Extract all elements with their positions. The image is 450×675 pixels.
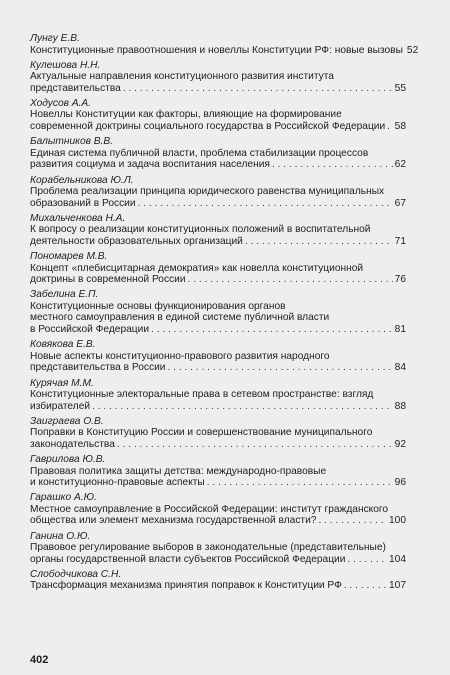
dot-leader xyxy=(245,236,393,248)
toc-entry-leader-row xyxy=(30,159,406,171)
dot-leader xyxy=(272,159,393,171)
dot-leader xyxy=(138,198,393,210)
toc-entry-title-line: и конституционно-правовые аспекты xyxy=(30,477,205,489)
toc-entry-page: 92 xyxy=(394,438,406,450)
toc-entry-author: Гарашко А.Ю. xyxy=(30,492,97,504)
toc-entry-title xyxy=(30,109,406,132)
toc-entry-title-line: доктрины в современной России xyxy=(30,274,186,286)
dot-leader xyxy=(117,439,393,451)
toc-entry-title-line: Новые аспекты конституционно-правового развития народного xyxy=(30,350,330,362)
toc-entry-title xyxy=(30,71,406,94)
toc-entry-title-line: в Российской Федерации xyxy=(30,324,150,336)
toc-entry-author: Курячая М.М. xyxy=(30,377,94,389)
toc-entry-title-line: Проблема реализации принципа юридического равенства муниципальных xyxy=(30,186,385,198)
dot-leader xyxy=(344,580,387,592)
toc-entry xyxy=(30,339,406,374)
toc-entry-author: Кулешова Н.Н. xyxy=(30,59,101,71)
toc-entry-page: 55 xyxy=(394,82,406,94)
toc-entry xyxy=(30,33,419,56)
toc-entry-leader-row xyxy=(30,83,406,95)
toc-entry-title-line: современной доктрины социального государства в Российской Федерации xyxy=(30,121,386,133)
toc-entry-title-line: Местное самоуправление в Российской Федерации: институт гражданского xyxy=(30,503,389,515)
toc-entry xyxy=(30,251,406,286)
toc-entry-title-line: Актуальные направления конституционного развития института xyxy=(30,71,334,83)
toc-entry xyxy=(30,98,406,133)
toc-entry xyxy=(30,136,406,171)
toc-entry-author: Забелина Е.П. xyxy=(30,289,99,301)
toc-entry-title xyxy=(30,542,406,565)
toc-entry-title-line: Правовое регулирование выборов в законодательные (представительные) xyxy=(30,542,386,554)
toc-entry-page: 88 xyxy=(394,400,406,412)
toc-entry-title xyxy=(30,263,406,286)
table-of-contents xyxy=(30,33,419,596)
toc-entry-leader-row xyxy=(30,477,406,489)
toc-entry-leader-row xyxy=(30,274,406,286)
toc-entry-leader-row xyxy=(30,236,406,248)
toc-entry-page: 81 xyxy=(394,324,406,336)
toc-entry-leader-row xyxy=(30,324,406,336)
toc-entry-page: 71 xyxy=(394,235,406,247)
toc-entry-title-line: деятельности образовательных организаций xyxy=(30,235,243,247)
dot-leader xyxy=(188,274,393,286)
toc-entry xyxy=(30,492,406,527)
dot-leader xyxy=(168,362,393,374)
dot-leader xyxy=(347,554,387,566)
toc-entry-title-line: образований в России xyxy=(30,197,136,209)
toc-entry xyxy=(30,213,406,248)
toc-entry-title xyxy=(30,44,419,57)
toc-entry-author: Гаврилова Ю.В. xyxy=(30,454,106,466)
toc-entry xyxy=(30,569,406,592)
toc-entry-title xyxy=(30,466,406,489)
toc-entry-page: 76 xyxy=(394,274,406,286)
toc-entry-title xyxy=(30,186,406,209)
toc-entry-leader-row xyxy=(30,44,419,57)
toc-entry-leader-row xyxy=(30,121,406,133)
toc-entry-author: Михальченкова Н.А. xyxy=(30,212,126,224)
toc-entry xyxy=(30,60,406,95)
toc-entry xyxy=(30,175,406,210)
toc-entry-title-line: избирателей xyxy=(30,400,91,412)
toc-entry-author: Корабельникова Ю.Л. xyxy=(30,174,134,186)
toc-entry-author: Пономарев М.В. xyxy=(30,251,108,263)
toc-entry-title-line: законодательства xyxy=(30,438,115,450)
toc-entry-author: Слободчикова С.Н. xyxy=(30,568,122,580)
toc-entry-title xyxy=(30,389,406,412)
toc-entry-page: 107 xyxy=(389,580,406,592)
dot-leader xyxy=(123,83,393,95)
toc-entry-page: 62 xyxy=(394,159,406,171)
toc-entry-page: 67 xyxy=(394,197,406,209)
toc-entry-leader-row xyxy=(30,580,406,592)
toc-entry-title-line: Правовая политика защиты детства: международно-правовые xyxy=(30,465,327,477)
toc-entry-title-line: Конституционные правоотношения и новеллы Конституции РФ: новые вызовы xyxy=(30,44,403,56)
toc-entry-title-line: К вопросу о реализации конституционных положений в воспитательной xyxy=(30,224,371,236)
toc-entry-page: 96 xyxy=(394,477,406,489)
toc-entry xyxy=(30,454,406,489)
toc-entry-leader-row xyxy=(30,401,406,413)
toc-entry-leader-row xyxy=(30,198,406,210)
toc-entry-title xyxy=(30,148,406,171)
toc-entry-title-line: представительства в России xyxy=(30,362,166,374)
dot-leader xyxy=(151,324,393,336)
toc-entry-leader-row xyxy=(30,515,406,527)
toc-entry-title-line: Трансформация механизма принятия поправок к Конституции РФ xyxy=(30,580,342,592)
toc-entry-title-line: местного самоуправления в единой системе публичной власти xyxy=(30,312,330,324)
toc-entry-author: Ковякова Е.В. xyxy=(30,339,96,351)
dot-leader xyxy=(318,515,387,527)
toc-entry-title-line: Конституционные электоральные права в сетевом пространстве: взгляд xyxy=(30,389,374,401)
toc-entry-author: Лунгу Е.В. xyxy=(30,33,80,44)
toc-entry xyxy=(30,378,406,413)
toc-entry-title-line: общества или элемент механизма государственной власти? xyxy=(30,515,317,527)
toc-entry-author: Ганина О.Ю. xyxy=(30,530,91,542)
toc-entry-title xyxy=(30,580,406,592)
toc-entry-title xyxy=(30,351,406,374)
dot-leader xyxy=(387,121,392,133)
toc-entry-author: Ходусов А.А. xyxy=(30,97,92,109)
toc-entry-title xyxy=(30,301,406,336)
toc-entry-page: 84 xyxy=(394,362,406,374)
toc-entry-leader-row xyxy=(30,554,406,566)
toc-entry-page: 58 xyxy=(394,121,406,133)
toc-entry-page: 100 xyxy=(389,515,406,527)
toc-entry-page: 52 xyxy=(406,44,419,56)
toc-entry-page: 104 xyxy=(389,553,406,565)
toc-entry-title xyxy=(30,224,406,247)
toc-entry-title-line: Единая система публичной власти, проблема стабилизации процессов xyxy=(30,147,369,159)
toc-entry-leader-row xyxy=(30,439,406,451)
toc-entry-title-line: Конституционные основы функционирования органов xyxy=(30,300,286,312)
toc-entry-leader-row xyxy=(30,362,406,374)
toc-entry xyxy=(30,289,406,335)
toc-entry-title xyxy=(30,427,406,450)
toc-entry xyxy=(30,531,406,566)
toc-entry-title-line: Новеллы Конституции как факторы, влияющие на формирование xyxy=(30,109,342,121)
toc-entry xyxy=(30,416,406,451)
toc-entry-title-line: представительства xyxy=(30,82,121,94)
toc-entry-title-line: Поправки в Конституцию России и совершенствование муниципального xyxy=(30,427,373,439)
page-number: 402 xyxy=(30,654,49,666)
toc-entry-title-line: Концепт «плебисцитарная демократия» как новелла конституционной xyxy=(30,262,364,274)
toc-entry-author: Заиграева О.В. xyxy=(30,415,104,427)
dot-leader xyxy=(207,477,393,489)
toc-entry-title-line: развития социума и задача воспитания населения xyxy=(30,159,270,171)
toc-entry-title-line: органы государственной власти субъектов Российской Федерации xyxy=(30,553,346,565)
dot-leader xyxy=(92,401,393,413)
toc-entry-title xyxy=(30,504,406,527)
toc-entry-author: Балытников В.В. xyxy=(30,136,114,148)
